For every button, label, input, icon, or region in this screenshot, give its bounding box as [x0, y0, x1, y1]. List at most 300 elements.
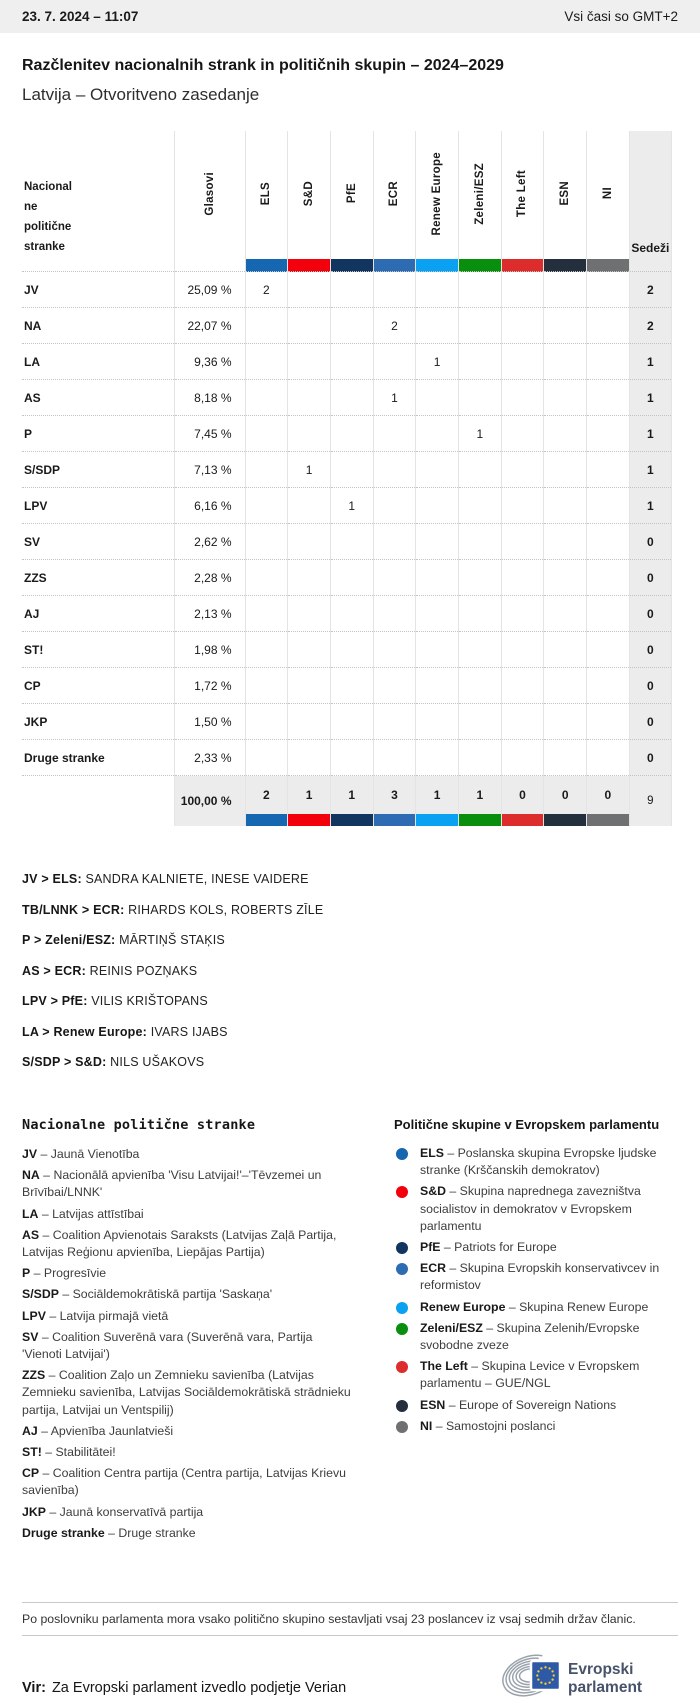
group-legend-text: The Left – Skupina Levice v Evropskem parlamentu – GUE/NGL [420, 1359, 640, 1391]
group-seats-cell [416, 380, 459, 416]
rules-note: Po poslovniku parlamenta mora vsako politično skupino sestavljati vsaj 23 poslancev iz vsaj sedmih držav članic. [22, 1612, 636, 1626]
seats-col-header: Sedeži [629, 131, 671, 259]
total-group-seats-cell: 0 [587, 776, 630, 815]
first-col-header-line: stranke [24, 241, 65, 253]
votes-cell: 2,28 % [174, 560, 245, 596]
group-seats-cell [544, 416, 587, 452]
group-seats-cell [288, 308, 331, 344]
eu-flag-icon [531, 1661, 560, 1690]
group-seats-cell [416, 416, 459, 452]
group-seats-cell: 2 [245, 272, 288, 308]
group-seats-cell [330, 308, 373, 344]
total-group-seats-cell: 0 [544, 776, 587, 815]
group-seats-cell [416, 632, 459, 668]
group-color-bar [373, 259, 416, 272]
group-seats-cell: 1 [373, 380, 416, 416]
votes-cell: 1,72 % [174, 668, 245, 704]
group-seats-cell [544, 704, 587, 740]
legends-section [22, 1117, 678, 1546]
party-name-cell: SV [24, 534, 41, 549]
group-col-header: ECR [373, 131, 416, 259]
group-legend-item [394, 1183, 678, 1235]
source-label: Vir: [22, 1680, 46, 1696]
group-seats-cell [501, 452, 544, 488]
group-seats-cell [373, 524, 416, 560]
group-abbr: PfE [420, 1240, 441, 1255]
group-seats-cell [501, 524, 544, 560]
group-seats-cell [288, 632, 331, 668]
group-col-header: ELS [245, 131, 288, 259]
group-seats-cell [330, 560, 373, 596]
group-seats-cell [330, 344, 373, 380]
group-seats-cell [416, 668, 459, 704]
mep-assignment-link: TB/LNNK > ECR: [22, 902, 125, 917]
seats-cell: 1 [629, 452, 671, 488]
group-seats-cell: 1 [330, 488, 373, 524]
table-row [22, 560, 671, 596]
group-seats-cell [245, 740, 288, 776]
group-seats-cell [587, 668, 630, 704]
group-color-bar-row [22, 259, 671, 272]
party-legend-item: S/SDP – Sociāldemokrātiskā partija 'Saskaņa' [22, 1287, 273, 1302]
party-abbr: AJ [22, 1423, 38, 1438]
group-seats-cell [587, 416, 630, 452]
group-seats-cell [288, 488, 331, 524]
group-seats-cell [501, 596, 544, 632]
group-seats-cell [330, 632, 373, 668]
seats-cell: 1 [629, 344, 671, 380]
source-text: Za Evropski parlament izvedlo podjetje Verian [51, 1680, 347, 1696]
group-seats-cell [587, 632, 630, 668]
group-seats-cell [245, 524, 288, 560]
group-seats-cell [544, 740, 587, 776]
group-legend-text: ECR – Skupina Evropskih konservativcev in reformistov [420, 1261, 660, 1293]
seats-cell: 0 [629, 704, 671, 740]
seats-cell: 0 [629, 740, 671, 776]
mep-assignment-link: LA > Renew Europe: [22, 1024, 148, 1039]
group-seats-cell [416, 272, 459, 308]
mep-assignment-link: S/SDP > S&D: [22, 1055, 107, 1069]
group-seats-cell [587, 524, 630, 560]
table-row [22, 452, 671, 488]
group-seats-cell [544, 272, 587, 308]
group-seats-cell [501, 668, 544, 704]
seats-cell: 0 [629, 524, 671, 560]
votes-col-header: Glasovi [174, 131, 245, 259]
divider-bottom [22, 1635, 678, 1636]
seats-cell: 1 [629, 416, 671, 452]
votes-cell: 2,33 % [174, 740, 245, 776]
group-legend-item [394, 1145, 678, 1179]
total-group-seats-cell: 1 [416, 776, 459, 815]
mep-assignment-link: P > Zeleni/ESZ: [22, 933, 116, 947]
group-legend-text: Renew Europe – Skupina Renew Europe [420, 1299, 649, 1314]
group-color-bar [245, 814, 288, 826]
group-seats-cell [373, 272, 416, 308]
group-seats-cell [587, 740, 630, 776]
group-seats-cell [330, 704, 373, 740]
group-abbr: ECR [420, 1261, 446, 1276]
seats-cell: 1 [629, 380, 671, 416]
group-color-bar [330, 259, 373, 272]
divider-top [22, 1602, 678, 1603]
ep-logo-text-line2: parlament [568, 1679, 643, 1696]
group-seats-cell [501, 344, 544, 380]
mep-assignment-line: AS > ECR: REINIS POZŅAKS [22, 963, 198, 978]
mep-assignment-line: JV > ELS: SANDRA KALNIETE, INESE VAIDERE [22, 872, 309, 886]
party-name-cell: CP [24, 678, 41, 693]
party-name-cell: S/SDP [24, 462, 61, 477]
group-seats-cell [544, 596, 587, 632]
group-color-bar [288, 814, 331, 826]
group-seats-cell [288, 668, 331, 704]
group-seats-cell [330, 524, 373, 560]
group-seats-cell [587, 488, 630, 524]
votes-cell: 6,16 % [174, 488, 245, 524]
group-seats-cell [501, 560, 544, 596]
votes-cell: 8,18 % [174, 380, 245, 416]
group-legend-item [394, 1299, 678, 1316]
group-seats-cell [330, 452, 373, 488]
group-legend-text: PfE – Patriots for Europe [420, 1240, 557, 1255]
parties-legend [22, 1117, 354, 1546]
group-col-header: NI [587, 131, 630, 259]
votes-cell: 25,09 % [174, 272, 245, 308]
group-seats-cell [416, 488, 459, 524]
group-color-bar [587, 814, 630, 826]
group-abbr: Zeleni/ESZ [420, 1320, 483, 1335]
group-seats-cell [544, 344, 587, 380]
group-seats-cell [501, 416, 544, 452]
groups-legend-items [394, 1145, 678, 1435]
mep-assignment-link: LPV > PfE: [22, 994, 88, 1008]
total-row [22, 776, 671, 815]
results-table-body [22, 272, 671, 827]
group-seats-cell [458, 344, 501, 380]
group-color-dot [396, 1242, 408, 1254]
group-abbr: The Left [420, 1359, 468, 1374]
votes-cell: 1,50 % [174, 704, 245, 740]
group-seats-cell [373, 704, 416, 740]
seats-cell: 2 [629, 308, 671, 344]
group-seats-cell [373, 488, 416, 524]
party-abbr: JV [22, 1147, 38, 1161]
group-seats-cell [288, 416, 331, 452]
party-name-cell: AS [24, 390, 41, 405]
group-color-bar [458, 259, 501, 272]
group-seats-cell [458, 560, 501, 596]
ep-logo [500, 1648, 678, 1704]
group-seats-cell [458, 272, 501, 308]
total-votes-cell: 100,00 % [174, 776, 245, 827]
votes-cell: 2,13 % [174, 596, 245, 632]
group-color-bar [330, 814, 373, 826]
mep-assignment-link: AS > ECR: [22, 963, 86, 978]
group-seats-cell [544, 524, 587, 560]
group-seats-cell [587, 308, 630, 344]
party-legend-item: SV – Coalition Suverēnā vara (Suverēnā vara, Partija 'Vienoti Latvijai') [22, 1329, 313, 1362]
total-seats-cell: 9 [629, 776, 671, 827]
votes-cell: 7,45 % [174, 416, 245, 452]
table-row [22, 344, 671, 380]
group-seats-cell [458, 380, 501, 416]
group-seats-cell [245, 560, 288, 596]
party-legend-item: ZZS – Coalition Zaļo un Zemnieku savienība (Latvijas Zemnieku savienība, Latvijas Sociāldemokrātiskā strādnieku partija, Latvijai un Ventspilij) [22, 1368, 351, 1417]
group-seats-cell [458, 596, 501, 632]
group-legend-item [394, 1397, 678, 1414]
table-row [22, 704, 671, 740]
group-seats-cell [288, 344, 331, 380]
seats-cell: 0 [629, 596, 671, 632]
results-table-head [22, 131, 671, 272]
party-legend-item: CP – Coalition Centra partija (Centra partija, Latvijas Krievu savienība) [22, 1466, 346, 1498]
total-group-seats-cell: 1 [330, 776, 373, 815]
party-legend-item: LA – Latvijas attīstībai [22, 1206, 144, 1221]
table-row [22, 524, 671, 560]
group-seats-cell [245, 668, 288, 704]
group-seats-cell [245, 632, 288, 668]
party-legend-item: JV – Jaunā Vienotība [22, 1147, 140, 1161]
group-color-bar [245, 259, 288, 272]
seats-col-fill [629, 259, 671, 272]
group-color-dot [396, 1421, 408, 1433]
group-abbr: ESN [420, 1397, 446, 1412]
source-line [22, 1680, 346, 1696]
group-legend-item [394, 1358, 678, 1392]
group-seats-cell [501, 308, 544, 344]
parties-legend-heading: Nacionalne politične stranke [22, 1117, 256, 1133]
group-abbr: ELS [420, 1146, 444, 1160]
groups-legend-heading: Politične skupine v Evropskem parlamentu [394, 1117, 660, 1132]
groups-legend [394, 1117, 678, 1546]
group-color-bar [373, 814, 416, 826]
group-seats-cell [501, 380, 544, 416]
group-color-bar [416, 814, 459, 826]
group-seats-cell [245, 704, 288, 740]
group-color-dot [396, 1361, 408, 1373]
group-seats-cell: 2 [373, 308, 416, 344]
group-color-bar [288, 259, 331, 272]
group-legend-text: NI – Samostojni poslanci [420, 1418, 556, 1433]
group-seats-cell [458, 632, 501, 668]
ep-logo-text-line1: Evropski [568, 1661, 634, 1678]
table-row [22, 308, 671, 344]
group-seats-cell [245, 308, 288, 344]
group-seats-cell [245, 488, 288, 524]
group-color-bar [416, 259, 459, 272]
group-seats-cell [288, 596, 331, 632]
seats-cell: 0 [629, 632, 671, 668]
table-row [22, 668, 671, 704]
group-seats-cell [501, 632, 544, 668]
party-abbr: LA [22, 1206, 39, 1221]
group-seats-cell [330, 596, 373, 632]
footer-section [0, 1602, 700, 1704]
group-seats-cell [587, 560, 630, 596]
page-title: Razčlenitev nacionalnih strank in političnih skupin – 2024–2029 [22, 57, 504, 74]
table-row [22, 596, 671, 632]
group-color-bar [544, 814, 587, 826]
group-seats-cell [587, 452, 630, 488]
group-color-bar [501, 814, 544, 826]
group-color-dot [396, 1186, 408, 1198]
group-seats-cell [544, 632, 587, 668]
group-seats-cell [587, 380, 630, 416]
group-seats-cell [458, 668, 501, 704]
group-color-bar [501, 259, 544, 272]
group-color-bar [587, 259, 630, 272]
group-seats-cell [330, 416, 373, 452]
group-legend-item [394, 1320, 678, 1354]
table-row [22, 272, 671, 308]
group-seats-cell [288, 740, 331, 776]
total-group-seats-cell: 3 [373, 776, 416, 815]
table-row [22, 740, 671, 776]
group-legend-item [394, 1418, 678, 1435]
top-bar [0, 0, 700, 33]
first-col-header-line: ne [24, 201, 38, 213]
group-color-dot [396, 1302, 408, 1314]
votes-cell: 2,62 % [174, 524, 245, 560]
party-name-cell: P [24, 426, 33, 441]
first-col-header [22, 131, 174, 259]
group-color-dot [396, 1323, 408, 1335]
group-seats-cell [587, 272, 630, 308]
party-abbr: SV [22, 1329, 39, 1344]
mep-assignment-line: LA > Renew Europe: IVARS IJABS [22, 1024, 228, 1039]
table-row [22, 488, 671, 524]
group-seats-cell [330, 272, 373, 308]
total-group-seats-cell: 1 [288, 776, 331, 815]
group-legend-text: Zeleni/ESZ – Skupina Zelenih/Evropske svobodne zveze [420, 1320, 640, 1353]
group-seats-cell [330, 380, 373, 416]
party-name-cell: AJ [24, 606, 40, 621]
group-seats-cell [373, 560, 416, 596]
total-group-seats-cell: 1 [458, 776, 501, 815]
group-col-header: PfE [330, 131, 373, 259]
group-seats-cell [245, 452, 288, 488]
group-legend-item [394, 1260, 678, 1294]
parties-legend-items [22, 1146, 354, 1542]
party-abbr: ZZS [22, 1368, 46, 1383]
votes-cell: 7,13 % [174, 452, 245, 488]
seats-cell: 1 [629, 488, 671, 524]
group-seats-cell [416, 740, 459, 776]
group-seats-cell [501, 704, 544, 740]
party-legend-item: AS – Coalition Apvienotais Saraksts (Latvijas Zaļā Partija, Latvijas Reģionu apvienība, Liepājas Partija) [22, 1227, 337, 1260]
mep-assignment-line: S/SDP > S&D: NILS UŠAKOVS [22, 1055, 205, 1069]
group-seats-cell [544, 560, 587, 596]
party-abbr: ST! [22, 1445, 42, 1460]
group-col-header: The Left [501, 131, 544, 259]
total-group-seats-cell: 0 [501, 776, 544, 815]
group-seats-cell [373, 596, 416, 632]
group-seats-cell [458, 452, 501, 488]
group-seats-cell [416, 524, 459, 560]
group-seats-cell: 1 [288, 452, 331, 488]
group-legend-text: ELS – Poslanska skupina Evropske ljudske stranke (Krščanskih demokratov) [420, 1146, 657, 1178]
group-col-header: Renew Europe [416, 131, 459, 259]
party-legend-item: ST! – Stabilitātei! [22, 1445, 116, 1460]
group-seats-cell [245, 380, 288, 416]
group-seats-cell [458, 704, 501, 740]
group-color-bar [544, 259, 587, 272]
group-seats-cell [587, 344, 630, 380]
party-name-cell: JKP [24, 714, 48, 729]
party-abbr: NA [22, 1168, 40, 1183]
seats-cell: 0 [629, 560, 671, 596]
party-legend-item: NA – Nacionālā apvienība 'Visu Latvijai!'–'Tēvzemei un Brīvībai/LNNK' [22, 1168, 322, 1200]
seats-cell: 0 [629, 668, 671, 704]
party-legend-item: P – Progresīvie [22, 1266, 107, 1281]
group-seats-cell [288, 524, 331, 560]
party-name-cell: NA [24, 318, 42, 333]
votes-cell: 1,98 % [174, 632, 245, 668]
mep-assignments [22, 872, 678, 1069]
party-name-cell: Druge stranke [24, 750, 105, 765]
results-table [22, 131, 672, 826]
group-legend-item [394, 1239, 678, 1256]
party-abbr: Druge stranke [22, 1525, 105, 1540]
group-seats-cell [458, 524, 501, 560]
group-seats-cell [544, 452, 587, 488]
group-seats-cell [373, 452, 416, 488]
group-seats-cell [458, 308, 501, 344]
votes-cell: 9,36 % [174, 344, 245, 380]
group-seats-cell [373, 632, 416, 668]
mep-assignment-line: TB/LNNK > ECR: RIHARDS KOLS, ROBERTS ZĪLE [22, 902, 324, 917]
mep-assignment-line: LPV > PfE: VILIS KRIŠTOPANS [22, 994, 208, 1008]
party-abbr: AS [22, 1227, 40, 1242]
party-abbr: S/SDP [22, 1287, 59, 1302]
votes-cell: 22,07 % [174, 308, 245, 344]
group-seats-cell [587, 596, 630, 632]
party-abbr: JKP [22, 1504, 46, 1519]
group-seats-cell [245, 596, 288, 632]
table-row [22, 632, 671, 668]
first-col-header-line: politične [24, 221, 72, 233]
group-abbr: S&D [420, 1184, 446, 1199]
total-group-seats-cell: 2 [245, 776, 288, 815]
group-seats-cell [416, 308, 459, 344]
party-legend-item: JKP – Jaunā konservatīvā partija [22, 1504, 204, 1519]
page-subtitle: Latvija – Otvoritveno zasedanje [22, 85, 260, 104]
timezone-label: Vsi časi so GMT+2 [564, 9, 678, 24]
party-name-cell: LA [24, 354, 40, 369]
group-seats-cell [373, 344, 416, 380]
group-seats-cell [373, 740, 416, 776]
group-seats-cell [416, 560, 459, 596]
party-legend-item: Druge stranke – Druge stranke [22, 1525, 196, 1540]
party-legend-item: LPV – Latvija pirmajā vietā [22, 1308, 169, 1323]
party-name-cell: LPV [24, 498, 48, 513]
group-color-dot [396, 1263, 408, 1275]
group-color-bar [458, 814, 501, 826]
party-name-cell: JV [24, 282, 39, 297]
table-header-row [22, 131, 671, 259]
group-seats-cell [416, 596, 459, 632]
group-seats-cell [288, 380, 331, 416]
group-seats-cell [416, 704, 459, 740]
party-legend-item: AJ – Apvienība Jaunlatvieši [22, 1423, 174, 1438]
group-col-header: ESN [544, 131, 587, 259]
group-seats-cell [373, 668, 416, 704]
datetime-label: 23. 7. 2024 – 11:07 [22, 9, 139, 24]
group-color-dot [396, 1148, 408, 1160]
group-seats-cell [458, 488, 501, 524]
group-col-header: Zeleni/ESZ [458, 131, 501, 259]
group-seats-cell [501, 488, 544, 524]
